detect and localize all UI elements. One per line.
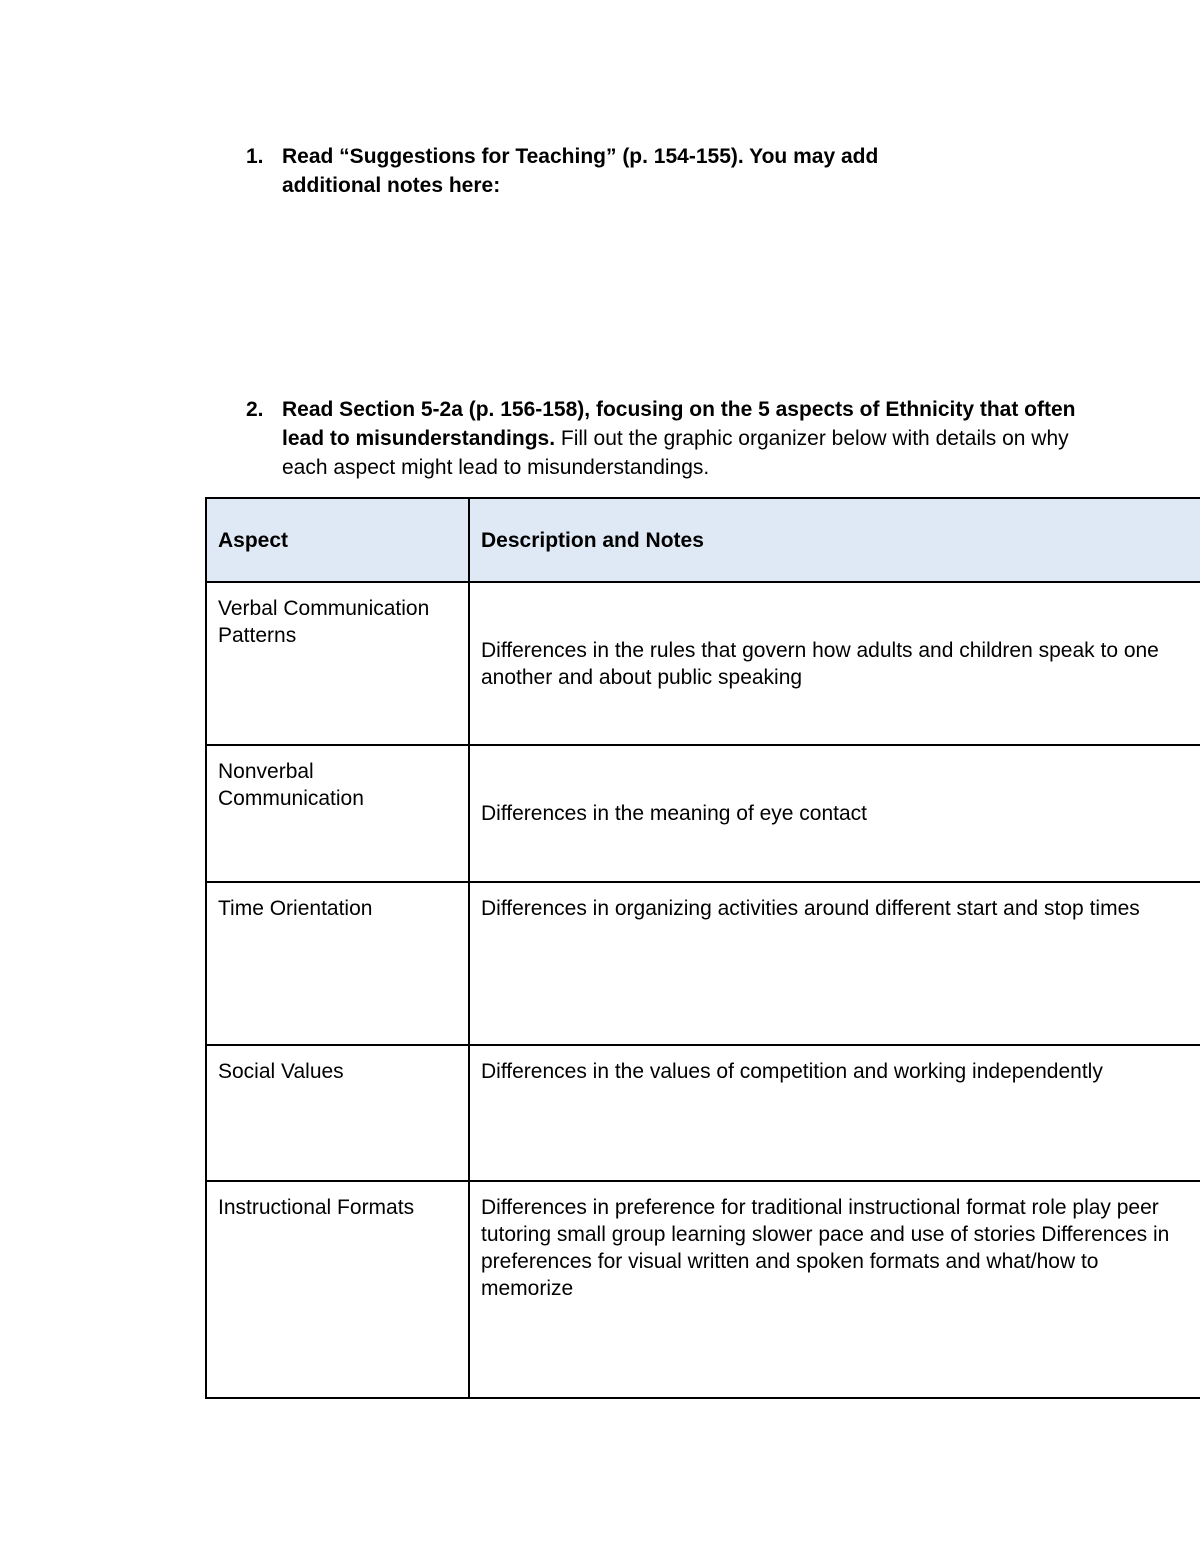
instruction-1 [246,142,976,202]
aspect-cell: Nonverbal Communication [206,745,469,882]
instruction-1-text [282,142,972,200]
description-cell[interactable]: Differences in the meaning of eye contact [469,745,1200,882]
instruction-1-bold-text: Read “Suggestions for Teaching” (p. 154-155). You may add additional notes here: [282,145,879,197]
instruction-2-number: 2. [246,398,264,421]
instruction-2-normal-text: Fill out the graphic organizer below with details on why each aspect might lead to misunderstandings. [282,427,1069,479]
description-cell[interactable]: Differences in organizing activities around different start and stop times [469,882,1200,1045]
table-row [206,745,1200,882]
aspect-cell: Time Orientation [206,882,469,1045]
table-row [206,1181,1200,1398]
instruction-2 [246,395,1086,485]
table-header-row [206,498,1200,582]
instruction-2-text [282,395,1082,482]
table-row [206,882,1200,1045]
aspect-cell: Social Values [206,1045,469,1181]
description-cell[interactable]: Differences in preference for traditional instructional format role play peer tutoring small group learning slower pace and use of stories Differences in preferences for visual written and spoken formats and what/how to memorize [469,1181,1200,1398]
description-cell[interactable]: Differences in the values of competition and working independently [469,1045,1200,1181]
header-aspect: Aspect [206,498,469,582]
aspect-cell: Verbal Communication Patterns [206,582,469,745]
graphic-organizer-table [205,497,1200,1399]
aspect-cell: Instructional Formats [206,1181,469,1398]
header-description: Description and Notes [469,498,1200,582]
table-row [206,1045,1200,1181]
instruction-1-number: 1. [246,145,264,168]
instruction-2-bold-text: Read Section 5-2a (p. 156-158), focusing on the 5 aspects of Ethnicity that often lead to misunderstandings. [282,398,1076,450]
table-row [206,582,1200,745]
description-cell[interactable]: Differences in the rules that govern how adults and children speak to one another and about public speaking [469,582,1200,745]
